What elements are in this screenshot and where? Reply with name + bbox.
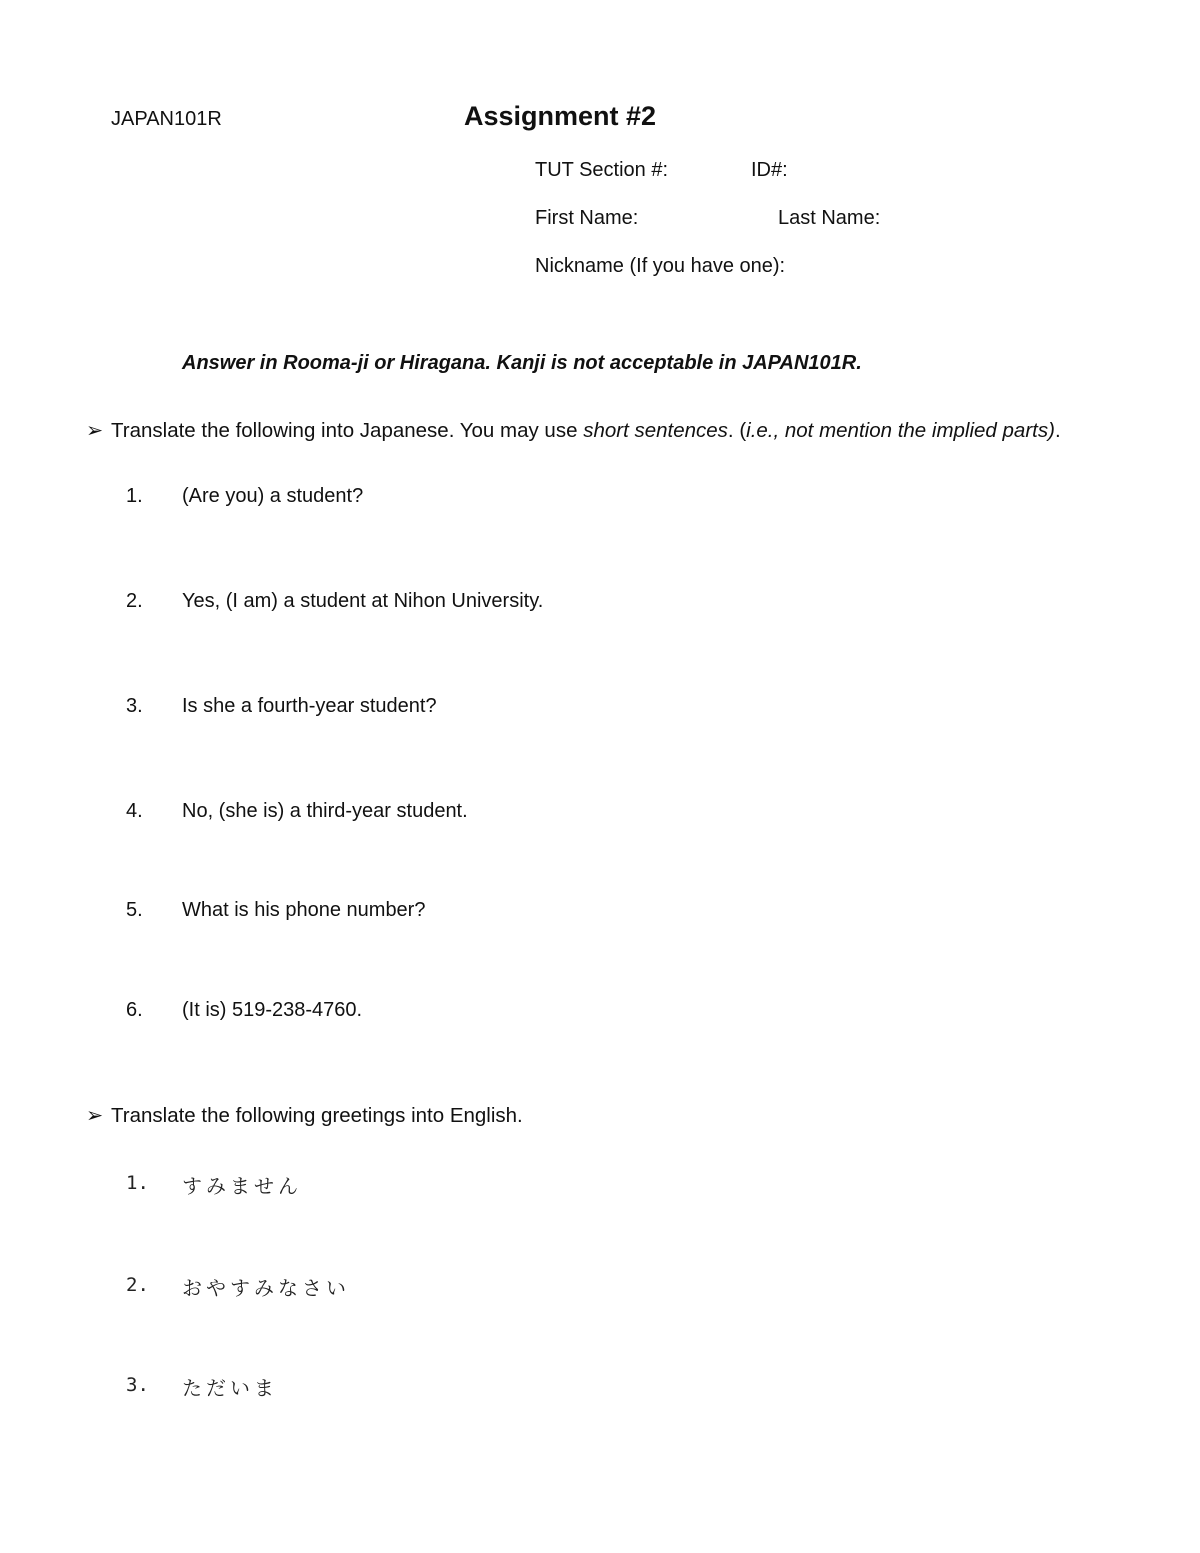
- question-number: 4.: [126, 800, 143, 822]
- section-1-heading-mid: . (: [727, 419, 747, 442]
- question-text: (Are you) a student?: [182, 485, 364, 507]
- section-2-heading-text: Translate the following greetings into English.: [111, 1104, 523, 1127]
- arrow-bullet-icon: ➢: [86, 419, 104, 442]
- course-code: JAPAN101R: [111, 108, 222, 130]
- question-text: (It is) 519-238-4760.: [182, 999, 363, 1021]
- question-number: 5.: [126, 899, 143, 921]
- question-text: No, (she is) a third-year student.: [182, 800, 468, 822]
- arrow-bullet-icon: ➢: [86, 1104, 104, 1127]
- tut-section-field-label: TUT Section #:: [535, 159, 669, 181]
- question-text: Yes, (I am) a student at Nihon University.: [182, 590, 544, 612]
- greeting-number: 3.: [126, 1374, 149, 1396]
- greeting-text: おやすみなさい: [182, 1276, 350, 1300]
- id-field-label: ID#:: [751, 159, 788, 181]
- section-1-heading-end: .: [1054, 419, 1061, 442]
- question-number: 1.: [126, 485, 143, 507]
- question-number: 2.: [126, 590, 143, 612]
- section-1-heading: [86, 418, 1061, 443]
- section-2-heading: [86, 1103, 523, 1128]
- section-1-heading-italic-note: i.e., not mention the implied parts): [746, 419, 1055, 442]
- question-text: What is his phone number?: [182, 899, 426, 921]
- section-1-heading-text: Translate the following into Japanese. You may use: [111, 419, 584, 442]
- instruction-text: Answer in Rooma-ji or Hiragana. Kanji is not acceptable in JAPAN101R.: [182, 352, 862, 374]
- first-name-field-label: First Name:: [535, 207, 639, 229]
- greeting-number: 2.: [126, 1274, 149, 1296]
- question-number: 6.: [126, 999, 143, 1021]
- question-text: Is she a fourth-year student?: [182, 695, 437, 717]
- question-number: 3.: [126, 695, 143, 717]
- nickname-field-label: Nickname (If you have one):: [535, 255, 786, 277]
- page-title: Assignment #2: [464, 101, 657, 131]
- section-1-heading-italic: short sentences: [583, 419, 728, 442]
- greeting-text: ただいま: [182, 1376, 278, 1400]
- greeting-text: すみません: [182, 1174, 302, 1198]
- greeting-number: 1.: [126, 1172, 149, 1194]
- last-name-field-label: Last Name:: [778, 207, 881, 229]
